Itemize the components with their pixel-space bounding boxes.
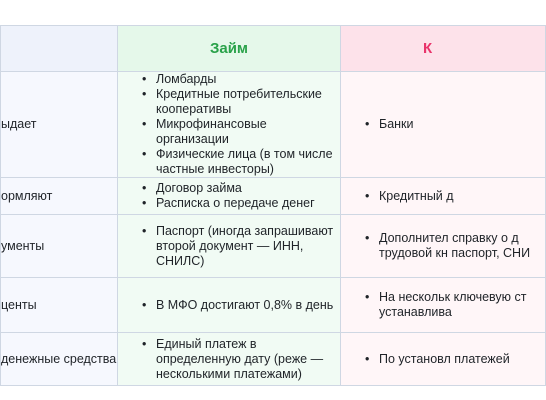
credit-list [341, 352, 545, 367]
table-row [1, 72, 546, 178]
loan-list [118, 337, 340, 382]
credit-cell [341, 72, 546, 178]
credit-cell [341, 215, 546, 278]
table-row [1, 333, 546, 386]
row-label: ормляют [1, 178, 118, 215]
list-item: • Договор займа [142, 181, 340, 196]
list-item: • Паспорт (иногда запрашивают второй документ — ИНН, СНИЛС) [142, 224, 340, 269]
header-empty-cell [1, 26, 118, 72]
loan-vs-credit-table [0, 25, 546, 386]
list-item: • Расписка о передаче денег [142, 196, 340, 211]
list-item: • Микрофинансовые организации [142, 117, 340, 147]
loan-cell [118, 72, 341, 178]
list-item: • Кредитный д [365, 189, 545, 204]
list-item: • На нескольк ключевую ст устанавлива [365, 290, 545, 320]
table-row [1, 278, 546, 333]
list-item: • По установл платежей [365, 352, 545, 367]
credit-cell [341, 333, 546, 386]
table-row [1, 178, 546, 215]
list-item: • В МФО достигают 0,8% в день [142, 298, 340, 313]
loan-list [118, 298, 340, 313]
loan-list [118, 72, 340, 177]
header-loan: Займ [118, 26, 341, 72]
credit-cell [341, 278, 546, 333]
row-label: денежные средства [1, 333, 118, 386]
list-item: • Кредитные потребительские кооперативы [142, 87, 340, 117]
row-label: центы [1, 278, 118, 333]
loan-cell [118, 178, 341, 215]
loan-cell [118, 333, 341, 386]
table-header-row [1, 26, 546, 72]
list-item: • Физические лица (в том числе частные инвесторы) [142, 147, 340, 177]
list-item: • Дополнител справку о д трудовой кн паспорт, СНИ [365, 231, 545, 261]
header-credit: К [341, 26, 546, 72]
credit-list [341, 189, 545, 204]
credit-cell [341, 178, 546, 215]
table-row [1, 215, 546, 278]
list-item: • Банки [365, 117, 545, 132]
row-label: ыдает [1, 72, 118, 178]
loan-list [118, 224, 340, 269]
row-label: ументы [1, 215, 118, 278]
list-item: • Ломбарды [142, 72, 340, 87]
loan-cell [118, 278, 341, 333]
list-item: • Единый платеж в определенную дату (реже — несколькими платежами) [142, 337, 340, 382]
loan-cell [118, 215, 341, 278]
credit-list [341, 117, 545, 132]
credit-list [341, 290, 545, 320]
loan-list [118, 181, 340, 211]
credit-list [341, 231, 545, 261]
